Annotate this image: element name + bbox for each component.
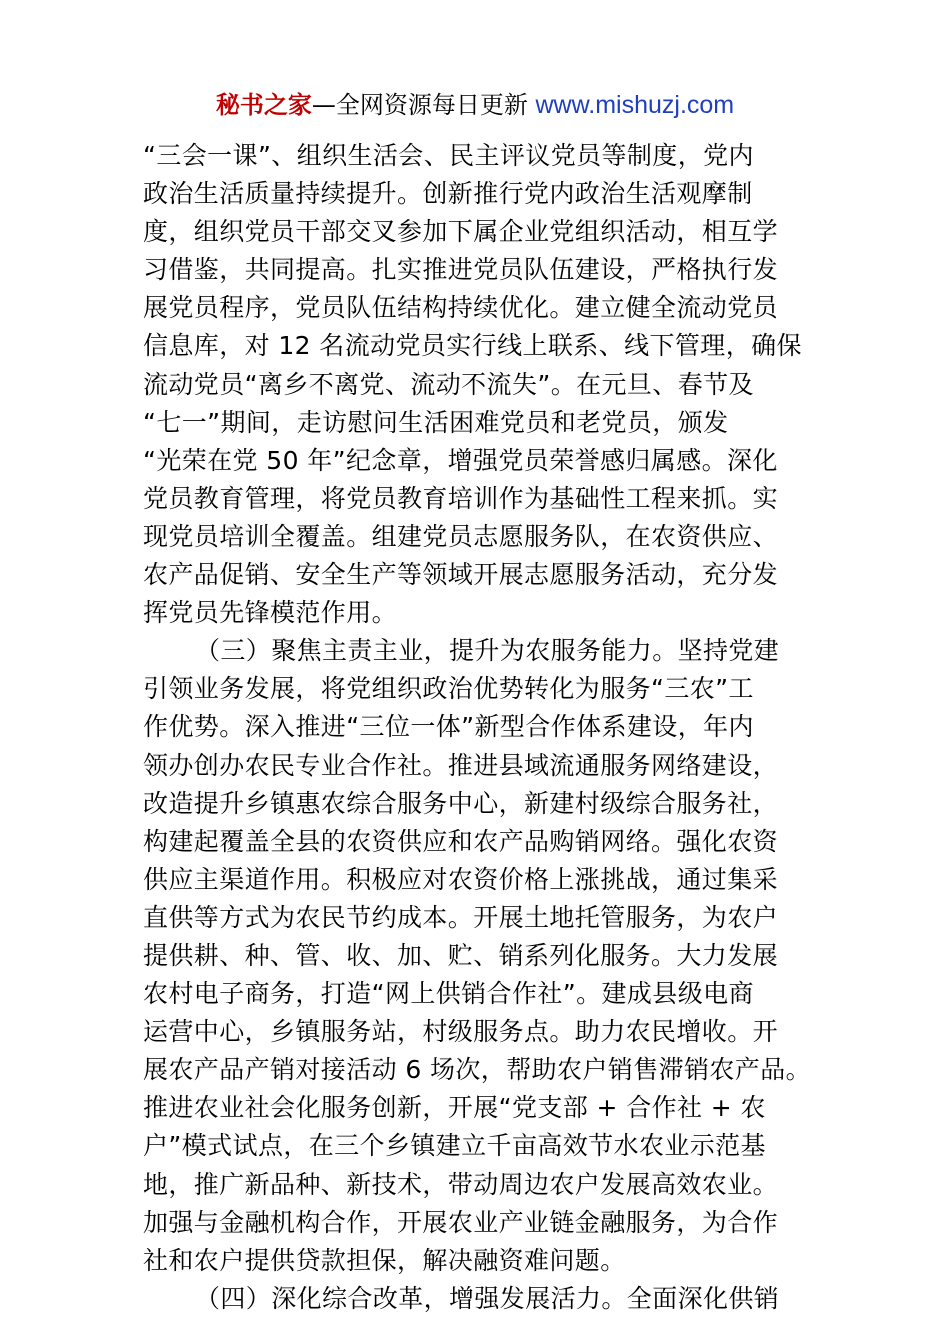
text-line: 展农产品产销对接活动 6 场次，帮助农户销售滞销农产品。 <box>143 1055 812 1085</box>
text-line: 信息库，对 12 名流动党员实行线上联系、线下管理，确保 <box>143 331 802 361</box>
site-watermark-header <box>0 90 950 120</box>
text-line: 推进农业社会化服务创新，开展“党支部 + 合作社 + 农 <box>143 1093 766 1123</box>
text-line: 挥党员先锋模范作用。 <box>143 598 398 628</box>
text-line: 社和农户提供贷款担保，解决融资难问题。 <box>143 1245 626 1275</box>
section-3-heading-line: （三）聚焦主责主业，提升为农服务能力。坚持党建 <box>195 636 780 666</box>
text-line: 农村电子商务，打造“网上供销合作社”。建成县级电商 <box>143 979 754 1009</box>
text-line: 改造提升乡镇惠农综合服务中心，新建村级综合服务社， <box>143 788 779 818</box>
text-line: 加强与金融机构合作，开展农业产业链金融服务，为合作 <box>143 1207 779 1237</box>
text-line: 构建起覆盖全县的农资供应和农产品购销网络。强化农资 <box>143 826 779 856</box>
header-tagline: —全网资源每日更新 <box>311 91 536 119</box>
text-line: 度，组织党员干部交叉参加下属企业党组织活动，相互学 <box>143 217 779 247</box>
brand-name: 秘书之家 <box>215 91 312 119</box>
text-line: 运营中心，乡镇服务站，村级服务点。助力农民增收。开 <box>143 1017 779 1047</box>
text-line: 政治生活质量持续提升。创新推行党内政治生活观摩制 <box>143 179 753 209</box>
text-line: 展党员程序，党员队伍结构持续优化。建立健全流动党员 <box>143 293 779 323</box>
text-line: 户”模式试点，在三个乡镇建立千亩高效节水农业示范基 <box>143 1131 766 1161</box>
site-url-link[interactable]: www.mishuzj.com <box>535 91 735 119</box>
text-line: 直供等方式为农民节约成本。开展土地托管服务，为农户 <box>143 902 779 932</box>
section-4-heading-line: （四）深化综合改革，增强发展活力。全面深化供销 <box>195 1283 780 1313</box>
text-line: 现党员培训全覆盖。组建党员志愿服务队，在农资供应、 <box>143 521 779 551</box>
text-line: 引领业务发展，将党组织政治优势转化为服务“三农”工 <box>143 674 754 704</box>
text-line: 作优势。深入推进“三位一体”新型合作体系建设，年内 <box>143 712 754 742</box>
text-line: “光荣在党 50 年”纪念章，增强党员荣誉感归属感。深化 <box>143 445 778 475</box>
text-line: 领办创办农民专业合作社。推进县域流通服务网络建设， <box>143 750 779 780</box>
text-line: “三会一课”、组织生活会、民主评议党员等制度，党内 <box>143 141 754 170</box>
text-line: 党员教育管理，将党员教育培训作为基础性工程来抓。实 <box>143 483 779 513</box>
text-line: 流动党员“离乡不离党、流动不流失”。在元旦、春节及 <box>143 369 754 399</box>
text-line: 地，推广新品种、新技术，带动周边农户发展高效农业。 <box>143 1169 779 1199</box>
text-line: “七一”期间，走访慰问生活困难党员和老党员，颁发 <box>143 407 729 437</box>
text-line: 习借鉴，共同提高。扎实推进党员队伍建设，严格执行发 <box>143 255 779 285</box>
text-line: 农产品促销、安全生产等领域开展志愿服务活动，充分发 <box>143 560 779 590</box>
text-line: 提供耕、种、管、收、加、贮、销系列化服务。大力发展 <box>143 940 779 970</box>
document-body <box>143 137 813 1318</box>
text-line: 供应主渠道作用。积极应对农资价格上涨挑战，通过集采 <box>143 864 779 894</box>
